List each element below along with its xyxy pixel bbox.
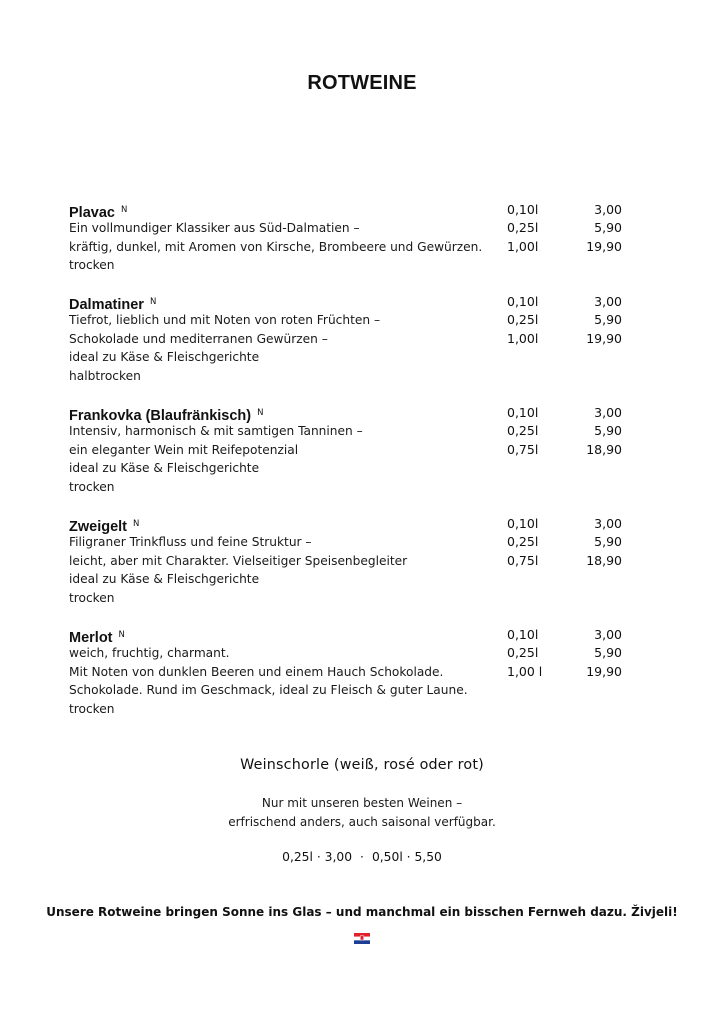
volume: 0,25l <box>507 312 539 327</box>
price: 5,90 <box>594 220 622 235</box>
price-row <box>507 404 622 422</box>
page-title: ROTWEINE <box>307 72 417 94</box>
volume: 0,75l <box>507 552 539 568</box>
price-list <box>507 201 622 256</box>
price: 5,90 <box>594 534 622 549</box>
schorle-description-line: erfrischend anders, auch saisonal verfügbar. <box>228 815 496 829</box>
price-list <box>507 626 622 681</box>
wine-name-text: Frankovka (Blaufränkisch) <box>69 408 252 424</box>
wine-item-dalmatiner <box>69 293 629 385</box>
price-row <box>507 219 622 238</box>
volume: 0,25l <box>507 423 539 438</box>
price: 19,90 <box>586 330 622 346</box>
price: 19,90 <box>586 238 622 254</box>
price-row <box>507 663 622 682</box>
wine-description-line: ideal zu Käse & Fleischgerichte <box>69 350 260 364</box>
price: 18,90 <box>586 552 622 568</box>
volume: 1,00l <box>507 330 539 346</box>
wine-name-text: Plavac <box>69 205 115 221</box>
price: 19,90 <box>586 663 622 679</box>
wine-description-line: leicht, aber mit Charakter. Vielseitiger Speisenbegleiter <box>69 553 408 568</box>
price-row <box>507 515 622 533</box>
volume: 0,25l <box>507 645 539 660</box>
schorle-description-line: Nur mit unseren besten Weinen – <box>261 796 463 810</box>
wine-description-line: ein eleganter Wein mit Reifepotenzial <box>69 442 299 457</box>
schorle-title: Weinschorle (weiß, rosé oder rot) <box>240 757 484 773</box>
price: 18,90 <box>586 441 622 457</box>
volume: 0,25l <box>507 534 539 549</box>
price-row <box>507 311 622 330</box>
price: 5,90 <box>594 312 622 327</box>
price: 3,00 <box>594 516 622 531</box>
wine-description-line: Mit Noten von dunklen Beeren und einem Hauch Schokolade. <box>69 664 444 679</box>
flag-stripe-blue <box>354 940 370 944</box>
wine-name-text: Merlot <box>69 630 113 646</box>
price: 5,90 <box>594 423 622 438</box>
price: 3,00 <box>594 202 622 217</box>
flag-coat-of-arms <box>360 936 363 940</box>
volume: 0,10l <box>507 627 539 642</box>
wine-description-line: kräftig, dunkel, mit Aromen von Kirsche, Brombeere und Gewürzen. <box>69 239 483 254</box>
price-row <box>507 552 622 571</box>
volume: 1,00l <box>507 238 539 254</box>
wine-description-line: halbtrocken <box>69 368 141 383</box>
wine-marker: N <box>120 205 128 215</box>
wine-description-line: trocken <box>69 590 115 605</box>
wine-description-line: weich, fruchtig, charmant. <box>69 646 230 660</box>
volume: 0,75l <box>507 441 539 457</box>
wine-item-plavac <box>69 201 629 275</box>
volume: 0,10l <box>507 202 539 217</box>
wine-description-line: trocken <box>69 258 115 272</box>
wine-description-line: Schokolade und mediterranen Gewürzen – <box>69 331 328 346</box>
price-row <box>507 441 622 460</box>
footer-slogan: Unsere Rotweine bringen Sonne ins Glas – und manchmal ein bisschen Fernweh dazu. Živjeli! <box>46 905 678 919</box>
schorle-price-small: 0,25l · 3,00 <box>282 850 353 864</box>
price-list <box>507 293 622 348</box>
wine-description-line: Filigraner Trinkfluss und feine Struktur – <box>69 535 312 549</box>
wine-name-text: Dalmatiner <box>69 297 144 313</box>
price-row <box>507 626 622 644</box>
price-row <box>507 201 622 219</box>
wine-description-line: Ein vollmundiger Klassiker aus Süd-Dalmatien – <box>69 221 360 235</box>
price-row <box>507 330 622 349</box>
price-row <box>507 644 622 663</box>
wine-marker: N <box>118 630 125 640</box>
wine-marker: N <box>257 408 264 418</box>
volume: 0,10l <box>507 294 539 309</box>
volume: 1,00 l <box>507 663 543 679</box>
wine-description-line: Tiefrot, lieblich und mit Noten von roten Früchten – <box>69 313 381 327</box>
price-row <box>507 533 622 552</box>
price: 3,00 <box>594 405 622 420</box>
price-separator: · <box>360 850 364 864</box>
price-list <box>507 515 622 570</box>
volume: 0,25l <box>507 220 539 235</box>
wine-item-frankovka <box>69 404 629 496</box>
volume: 0,10l <box>507 405 539 420</box>
wine-marker: N <box>149 297 157 307</box>
wine-name-text: Zweigelt <box>69 519 128 535</box>
croatia-flag-icon <box>354 929 370 940</box>
flag-svg <box>354 933 370 944</box>
price-list <box>507 404 622 459</box>
wine-marker: N <box>133 519 140 529</box>
wine-item-zweigelt <box>69 515 629 607</box>
price-row <box>507 293 622 311</box>
price-row <box>507 238 622 257</box>
wine-description-line: ideal zu Käse & Fleischgerichte <box>69 461 260 475</box>
volume: 0,10l <box>507 516 539 531</box>
price: 5,90 <box>594 645 622 660</box>
wine-description-line: Intensiv, harmonisch & mit samtigen Tanninen – <box>69 424 363 438</box>
wine-description-line: ideal zu Käse & Fleischgerichte <box>69 572 260 586</box>
price: 3,00 <box>594 294 622 309</box>
wine-description-line: trocken <box>69 701 115 716</box>
wine-item-merlot <box>69 626 629 718</box>
schorle-prices <box>0 850 724 864</box>
wine-description-line: Schokolade. Rund im Geschmack, ideal zu Fleisch & guter Laune. <box>69 683 468 697</box>
price: 3,00 <box>594 627 622 642</box>
schorle-description <box>0 794 724 832</box>
schorle-price-large: 0,50l · 5,50 <box>371 850 442 864</box>
price-row <box>507 422 622 441</box>
wine-description-line: trocken <box>69 479 115 494</box>
